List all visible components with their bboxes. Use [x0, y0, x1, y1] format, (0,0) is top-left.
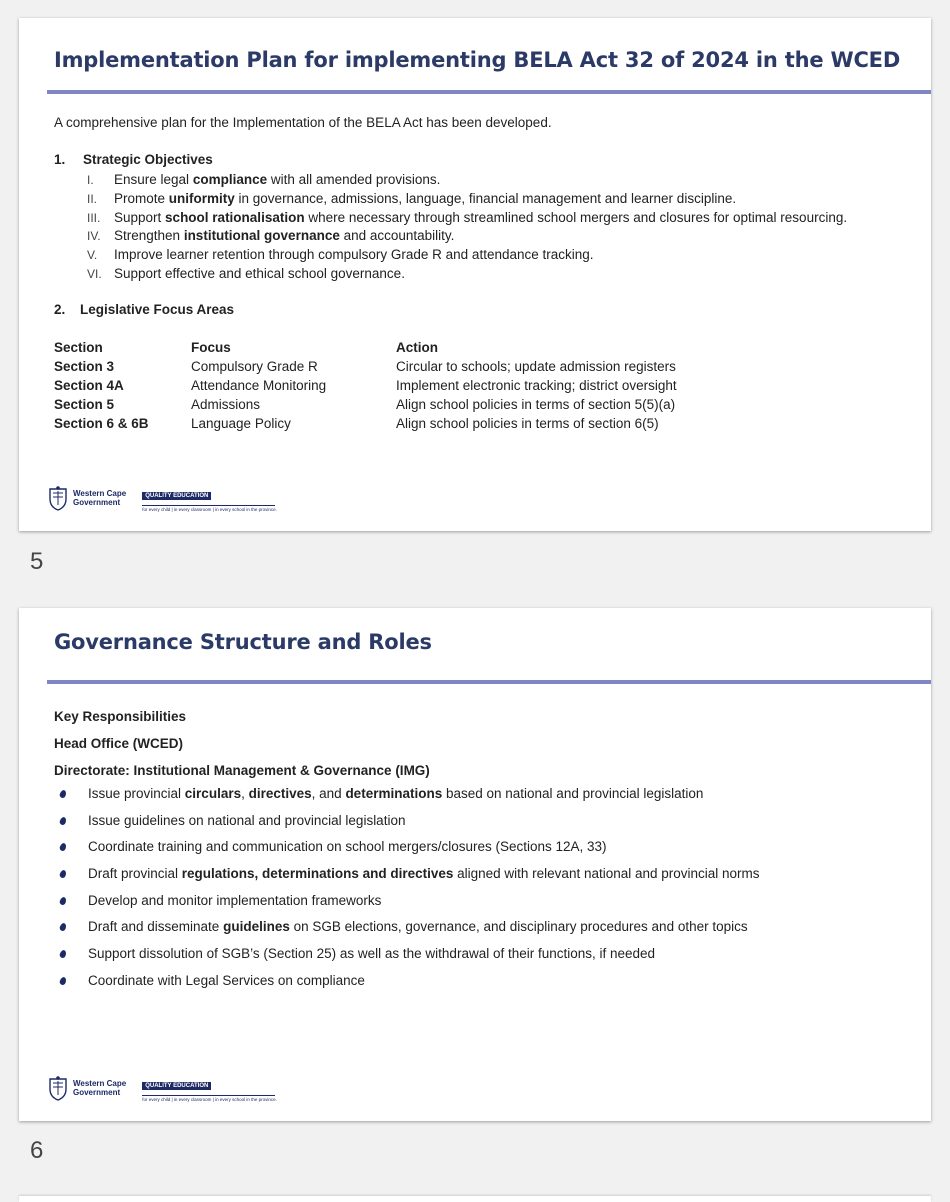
cell-section: Section 3	[54, 359, 115, 374]
gov-name-line2: Government	[73, 498, 121, 507]
quality-education-banner	[142, 484, 275, 512]
cell-action: Align school policies in terms of section 6(5)	[396, 416, 659, 431]
bullet-keyword: determinations	[345, 786, 443, 801]
table-row	[54, 414, 796, 433]
head-office-heading: Head Office (WCED)	[54, 736, 184, 751]
objective-text: Promote	[114, 190, 169, 206]
title-divider	[47, 680, 931, 684]
objective-numeral: VI.	[87, 266, 102, 281]
gov-name-line1: Western Cape	[73, 1079, 127, 1088]
objective-text: Improve learner retention through compulsory Grade R and attendance tracking.	[114, 247, 594, 263]
objectives-number: 1.	[54, 152, 66, 167]
cell-action: Circular to schools; update admission registers	[396, 359, 676, 374]
bullet-icon	[59, 923, 67, 933]
cell-focus: Language Policy	[191, 416, 291, 431]
bullet-text: Coordinate with Legal Services on compliance	[88, 972, 365, 988]
bullet-icon	[59, 869, 67, 879]
key-responsibilities-heading: Key Responsibilities	[54, 709, 187, 724]
responsibilities-list	[54, 786, 760, 1000]
objective-text: Strengthen	[114, 228, 184, 244]
objective-item	[54, 246, 847, 265]
table-row	[54, 395, 796, 414]
responsibility-item	[54, 919, 760, 946]
bullet-icon	[59, 949, 67, 959]
wcg-logo	[47, 485, 126, 511]
bullet-keyword: directives	[248, 786, 312, 801]
banner-rule	[142, 1095, 275, 1096]
objective-text: in governance, admissions, language, financial management and learner discipline.	[234, 190, 737, 206]
objective-keyword: compliance	[192, 172, 268, 187]
wcg-logo	[47, 1075, 126, 1101]
responsibility-item	[54, 866, 760, 893]
quality-education-label: QUALITY EDUCATION	[142, 1082, 211, 1090]
bullet-text: based on national and provincial legislation	[442, 786, 704, 801]
page-number-6: 6	[30, 1137, 44, 1164]
slide-title: Governance Structure and Roles	[54, 630, 432, 654]
legislative-number: 2.	[54, 302, 66, 317]
table-row	[54, 376, 796, 395]
bullet-text: Develop and monitor implementation frameworks	[88, 892, 382, 908]
next-slide-edge	[19, 1196, 931, 1202]
cell-focus: Admissions	[191, 397, 261, 412]
bullet-text: Draft provincial	[88, 866, 182, 882]
bullet-text: Draft and disseminate	[88, 919, 224, 935]
objective-text: and accountability.	[339, 228, 455, 244]
bullet-text: ,	[241, 786, 249, 801]
bullet-icon	[59, 789, 67, 799]
bullet-keyword: guidelines	[223, 919, 290, 935]
gov-name-line2: Government	[73, 1088, 121, 1097]
objective-keyword: uniformity	[168, 190, 235, 206]
responsibility-item	[54, 839, 760, 866]
objective-text: Support effective and ethical school governance.	[114, 265, 405, 281]
bullet-text: , and	[311, 786, 346, 801]
slide-5	[19, 18, 931, 531]
objective-numeral: III.	[87, 210, 101, 225]
slide-6	[19, 608, 931, 1121]
cell-focus: Compulsory Grade R	[191, 359, 318, 374]
objective-numeral: IV.	[87, 229, 101, 244]
title-divider	[47, 90, 931, 94]
objective-item	[54, 265, 847, 284]
header-section: Section	[54, 340, 103, 355]
header-focus: Focus	[191, 340, 231, 355]
page-number-5: 5	[30, 548, 44, 575]
objectives-list	[54, 171, 847, 284]
objective-numeral: I.	[87, 173, 94, 187]
header-action: Action	[396, 340, 438, 355]
bullet-text: Coordinate training and communication on school mergers/closures (Sections 12A, 33)	[88, 839, 607, 855]
objectives-heading	[54, 152, 213, 167]
slide-title: Implementation Plan for implementing BELA Act 32 of 2024 in the WCED	[54, 48, 901, 72]
bullet-icon	[59, 896, 67, 906]
quality-education-label: QUALITY EDUCATION	[142, 492, 211, 500]
legislative-heading	[54, 302, 234, 317]
directorate-heading: Directorate: Institutional Management & Governance (IMG)	[54, 763, 430, 778]
objective-item	[54, 190, 847, 209]
bullet-text: on SGB elections, governance, and disciplinary procedures and other topics	[289, 919, 748, 935]
table-header-row	[54, 338, 796, 357]
objective-text: where necessary through streamlined school mergers and closures for optimal resourcing.	[304, 209, 848, 225]
cell-focus: Attendance Monitoring	[191, 378, 327, 393]
objective-numeral: V.	[87, 248, 98, 263]
slide-footer	[47, 1074, 275, 1102]
bullet-text: Support dissolution of SGB’s (Section 25) as well as the withdrawal of their functions, if needed	[88, 946, 656, 962]
responsibility-item	[54, 893, 760, 920]
objective-item	[54, 227, 847, 246]
objective-keyword: institutional governance	[183, 228, 340, 244]
objective-text: Support	[114, 209, 166, 225]
bullet-text: Issue guidelines on national and provincial legislation	[88, 812, 406, 828]
objective-text: with all amended provisions.	[267, 172, 441, 187]
bullet-icon	[59, 816, 67, 826]
bullet-keyword: circulars	[184, 786, 242, 801]
intro-text: A comprehensive plan for the Implementation of the BELA Act has been developed.	[54, 115, 552, 130]
table-row	[54, 357, 796, 376]
bullet-keyword: regulations, determinations and directives	[181, 866, 454, 882]
objectives-heading-label: Strategic Objectives	[83, 152, 213, 167]
legislative-heading-label: Legislative Focus Areas	[80, 302, 235, 317]
bullet-icon	[59, 976, 67, 986]
bullet-text: aligned with relevant national and provincial norms	[453, 866, 760, 882]
objective-item	[54, 209, 847, 228]
coat-of-arms-icon	[47, 1075, 69, 1101]
cell-section: Section 6 & 6B	[54, 416, 149, 431]
bullet-text: Issue provincial	[88, 786, 185, 801]
bullet-icon	[59, 843, 67, 853]
responsibility-item	[54, 973, 760, 1000]
quality-education-tagline: for every child | in every classroom | in every school in the province.	[142, 1097, 277, 1102]
cell-section: Section 4A	[54, 378, 124, 393]
responsibility-item	[54, 786, 760, 813]
coat-of-arms-icon	[47, 485, 69, 511]
objective-keyword: school rationalisation	[165, 209, 305, 225]
quality-education-banner	[142, 1074, 275, 1102]
objective-item	[54, 171, 847, 190]
banner-rule	[142, 505, 275, 506]
quality-education-tagline: for every child | in every classroom | in every school in the province.	[142, 507, 277, 512]
cell-section: Section 5	[54, 397, 115, 412]
focus-areas-table	[54, 338, 796, 433]
cell-action: Implement electronic tracking; district oversight	[396, 378, 677, 393]
gov-name-line1: Western Cape	[73, 489, 127, 498]
responsibility-item	[54, 813, 760, 840]
responsibility-item	[54, 946, 760, 973]
cell-action: Align school policies in terms of section 5(5)(a)	[396, 397, 676, 412]
slide-footer	[47, 484, 275, 512]
objective-text: Ensure legal	[114, 172, 193, 187]
objective-numeral: II.	[87, 191, 98, 206]
